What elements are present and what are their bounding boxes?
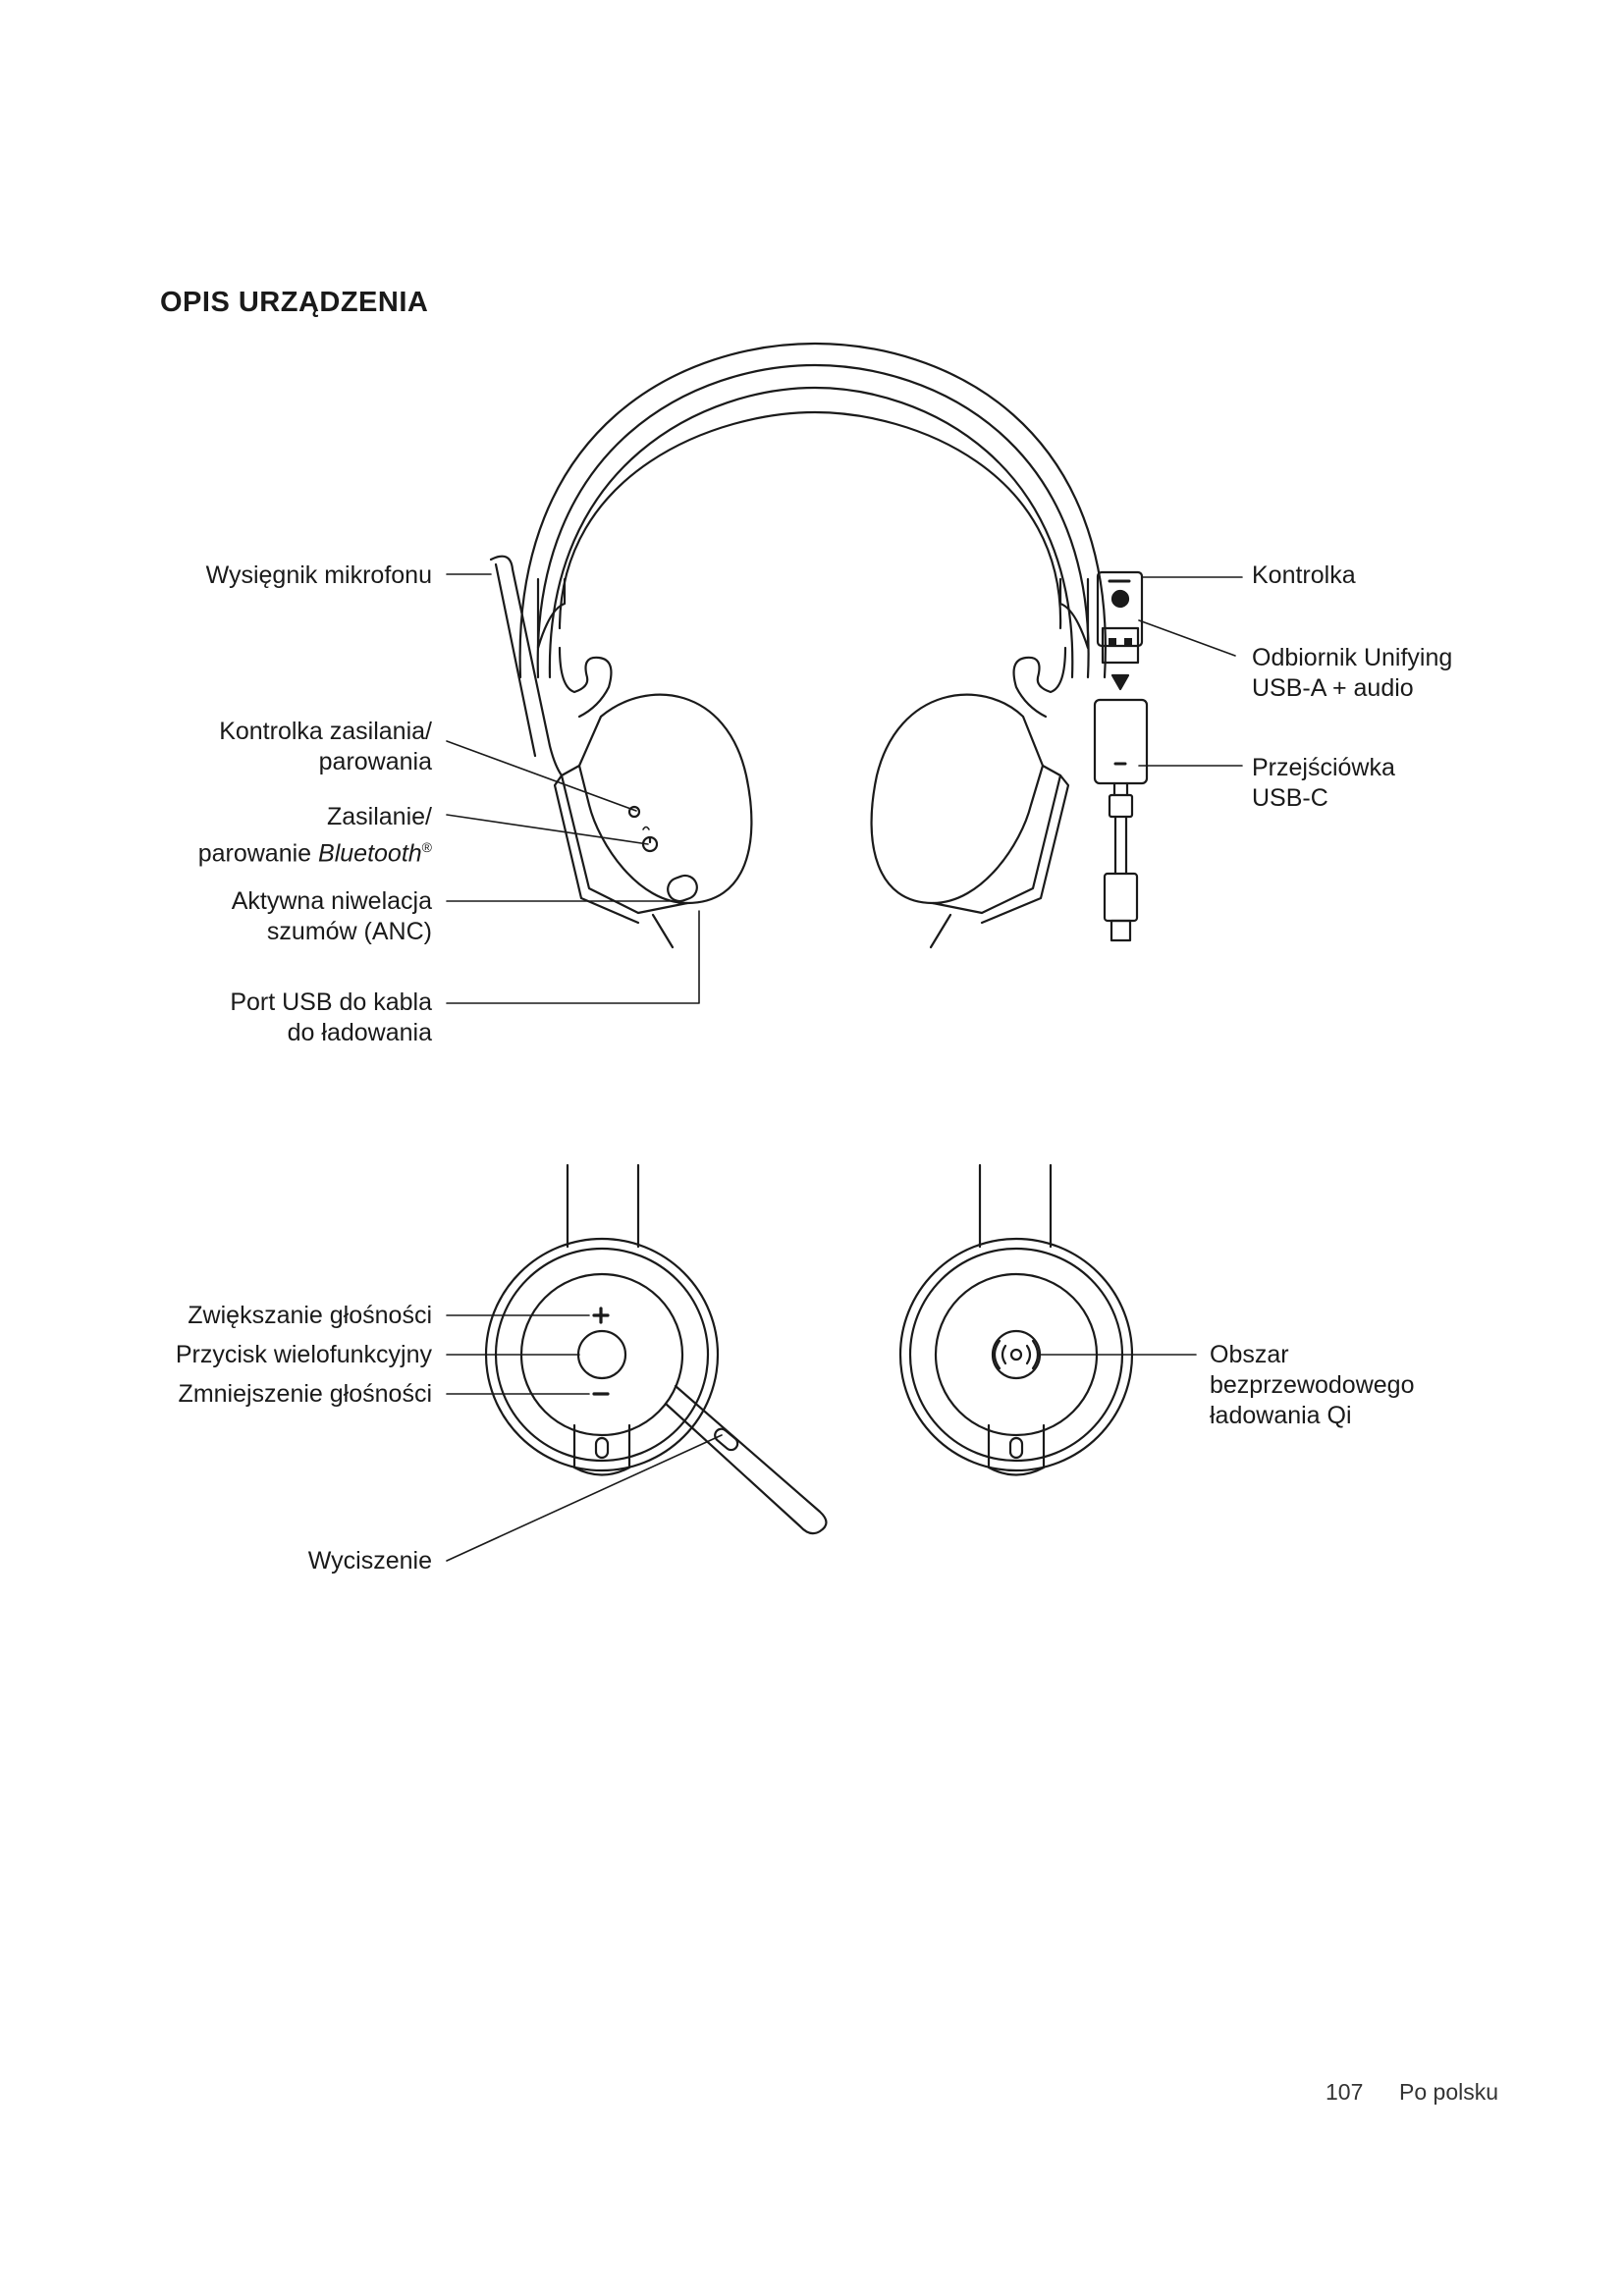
- label-mute: Wyciszenie: [307, 1547, 432, 1575]
- label-volume-down: Zmniejszenie głośności: [178, 1380, 432, 1408]
- label-power-pairing-led: Kontrolka zasilania/ parowania: [219, 718, 432, 775]
- top-leader-lines: [447, 574, 1242, 1003]
- label-volume-up: Zwiększanie głośności: [188, 1302, 432, 1329]
- label-qi-charging-area: Obszar bezprzewodowego ładowania Qi: [1210, 1341, 1415, 1429]
- label-power-bluetooth-pairing: Zasilanie/ parowanie Bluetooth®: [197, 803, 432, 868]
- side-view-left-drawing: [486, 1165, 827, 1533]
- label-receiver-led: Kontrolka: [1252, 561, 1356, 589]
- page-number: 107: [1326, 2079, 1364, 2105]
- side-view-right-drawing: [900, 1165, 1132, 1475]
- label-usb-charging-port: Port USB do kabla do ładowania: [230, 988, 432, 1046]
- label-mic-boom: Wysięgnik mikrofonu: [205, 561, 432, 589]
- usb-receiver-drawing: [1095, 572, 1147, 940]
- label-unifying-receiver: Odbiornik Unifying USB-A + audio: [1252, 644, 1453, 702]
- label-usb-c-adapter: Przejściówka USB-C: [1252, 754, 1395, 812]
- page-title: OPIS URZĄDZENIA: [160, 287, 429, 318]
- label-anc: Aktywna niwelacja szumów (ANC): [231, 887, 432, 945]
- footer-language: Po polsku: [1399, 2079, 1499, 2105]
- side-leader-lines: [447, 1315, 1196, 1561]
- headset-front-drawing: [491, 344, 1106, 947]
- label-multifunction-button: Przycisk wielofunkcyjny: [175, 1341, 432, 1368]
